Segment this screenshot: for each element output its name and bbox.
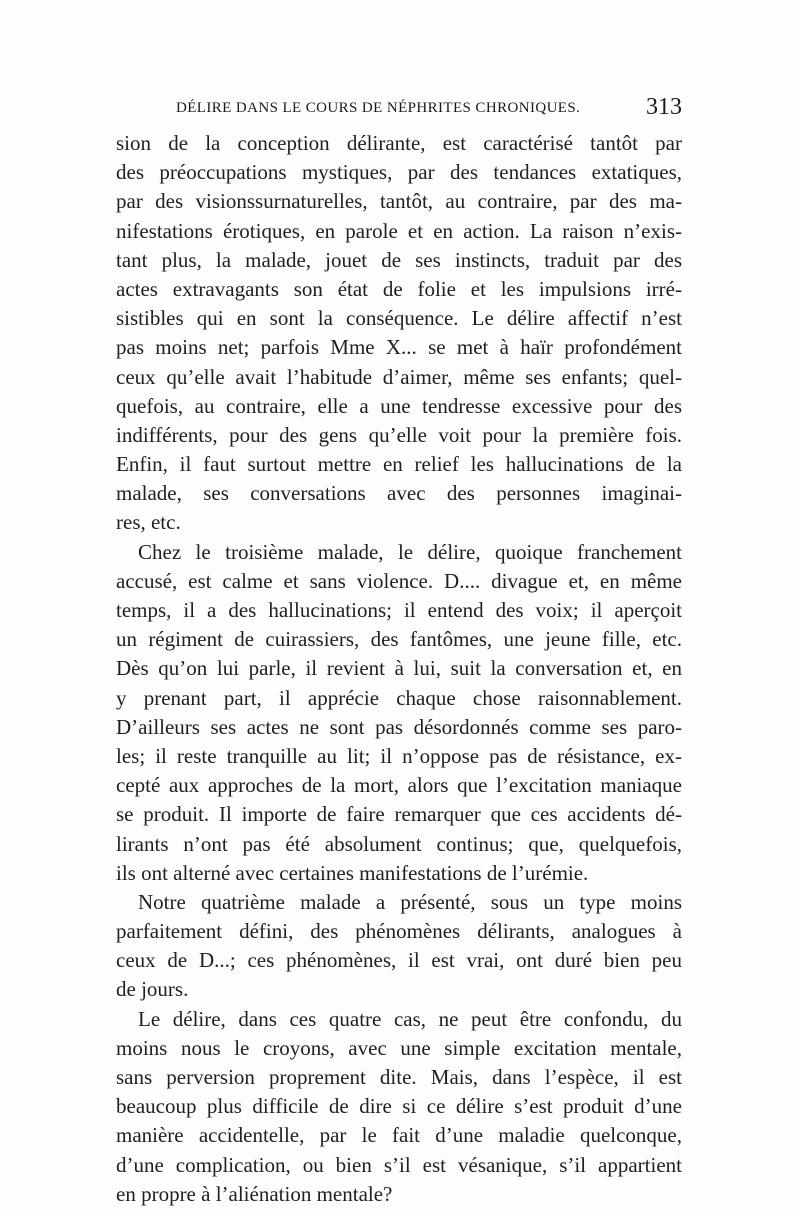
text-line: res, etc.	[116, 510, 181, 535]
text-line: ils ont alterné avec certaines manifestations de l’urémie.	[116, 860, 589, 885]
text-line: moins nous le croyons, avec une simple excitation mentale,	[116, 1035, 682, 1060]
paragraph-start-line: Chez le troisième malade, le délire, quoique franchement	[138, 539, 682, 564]
running-title: DÉLIRE DANS LE COURS DE NÉPHRITES CHRONIQUES.	[176, 100, 581, 116]
text-line: ceux qu’elle avait l’habitude d’aimer, même ses enfants; quel-	[116, 364, 682, 389]
text-line: nifestations érotiques, en parole et en action. La raison n’exis-	[116, 218, 682, 243]
text-line: actes extravagants son état de folie et les impulsions irré-	[116, 276, 682, 301]
text-line: un régiment de cuirassiers, des fantômes, une jeune fille, etc.	[116, 627, 682, 652]
text-line: Dès qu’on lui parle, il revient à lui, suit la conversation et, en	[116, 656, 682, 681]
text-line: indifférents, pour des gens qu’elle voit pour la première fois.	[116, 422, 682, 447]
text-line: par des visionssurnaturelles, tantôt, au contraire, par des ma-	[116, 189, 682, 214]
text-line: Enfin, il faut surtout mettre en relief les hallucinations de la	[116, 452, 682, 477]
paragraph-start-line: Le délire, dans ces quatre cas, ne peut être confondu, du	[138, 1006, 682, 1031]
text-line: de jours.	[116, 977, 189, 1002]
text-line: beaucoup plus difficile de dire si ce délire s’est produit d’une	[116, 1094, 682, 1119]
text-line: tant plus, la malade, jouet de ses instincts, traduit par des	[116, 247, 682, 272]
page-number: 313	[646, 94, 682, 120]
text-line: ceux de D...; ces phénomènes, il est vrai, ont duré bien peu	[116, 948, 682, 973]
text-line: accusé, est calme et sans violence. D.... divague et, en même	[116, 568, 682, 593]
text-line: d’une complication, ou bien s’il est vésanique, s’il appartient	[116, 1152, 682, 1177]
paragraph-start-line: Notre quatrième malade a présenté, sous un type moins	[138, 889, 682, 914]
text-line: en propre à l’aliénation mentale?	[116, 1181, 393, 1206]
text-line: sion de la conception délirante, est caractérisé tantôt par	[116, 131, 682, 155]
body-text	[116, 129, 682, 1209]
text-line: quefois, au contraire, elle a une tendresse excessive pour des	[116, 393, 682, 418]
text-line: pas moins net; parfois Mme X... se met à haïr profondément	[116, 335, 682, 360]
text-line: se produit. Il importe de faire remarquer que ces accidents dé-	[116, 802, 682, 827]
running-header	[116, 96, 682, 126]
text-line: des préoccupations mystiques, par des tendances extatiques,	[116, 160, 682, 185]
text-line: sistibles qui en sont la conséquence. Le délire affectif n’est	[116, 306, 682, 331]
text-line: lirants n’ont pas été absolument continus; que, quelquefois,	[116, 831, 682, 856]
text-line: cepté aux approches de la mort, alors que l’excitation maniaque	[116, 773, 682, 798]
text-line: malade, ses conversations avec des personnes imaginai-	[116, 481, 682, 506]
text-line: y prenant part, il apprécie chaque chose raisonnablement.	[116, 685, 682, 710]
text-line: parfaitement défini, des phénomènes délirants, analogues à	[116, 919, 682, 944]
text-line: les; il reste tranquille au lit; il n’oppose pas de résistance, ex-	[116, 743, 682, 768]
text-line: manière accidentelle, par le fait d’une maladie quelconque,	[116, 1123, 682, 1148]
text-line: temps, il a des hallucinations; il entend des voix; il aperçoit	[116, 598, 682, 622]
text-line: D’ailleurs ses actes ne sont pas désordonnés comme ses paro-	[116, 714, 682, 739]
text-line: sans perversion proprement dite. Mais, dans l’espèce, il est	[116, 1065, 682, 1089]
